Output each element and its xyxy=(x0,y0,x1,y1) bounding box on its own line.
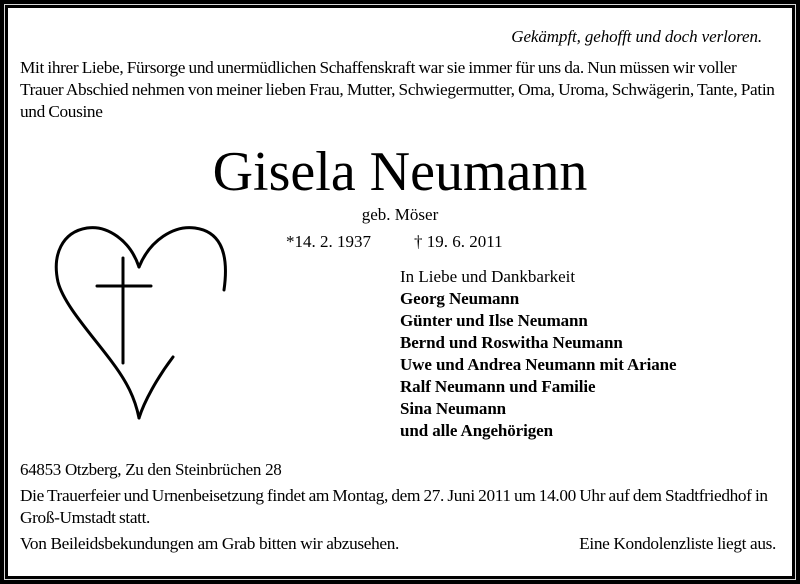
maiden-name: geb. Möser xyxy=(361,205,439,224)
family-member: Bernd und Roswitha Neumann xyxy=(400,333,623,352)
family-signature xyxy=(400,266,676,442)
thanks-line: In Liebe und Dankbarkeit xyxy=(400,267,576,286)
family-member: Uwe und Andrea Neumann mit Ariane xyxy=(400,355,677,374)
condolence-list-note: Eine Kondolenzliste liegt aus. xyxy=(579,534,776,553)
deceased-name: Gisela Neumann xyxy=(212,141,588,203)
motto: Gekämpft, gehofft und doch verloren. xyxy=(511,27,762,46)
family-member: Sina Neumann xyxy=(400,399,507,418)
address: 64853 Otzberg, Zu den Steinbrüchen 28 xyxy=(20,460,282,479)
ceremony-info: Die Trauerfeier und Urnenbeisetzung findet am Montag, dem 27. Juni 2011 um 14.00 Uhr auf dem Stadtfriedhof in Groß-Umstadt statt. xyxy=(20,486,768,527)
heart-with-cross-icon xyxy=(52,220,242,430)
intro-text: Mit ihrer Liebe, Fürsorge und unermüdlichen Schaffenskraft war sie immer für uns da. Nun müssen wir voller Trauer Abschied nehmen von meiner lieben Frau, Mutter, Schwiegermutter, Oma, Uroma, Schwägerin, Tante, Patin und Cousine xyxy=(20,58,775,121)
family-member: und alle Angehörigen xyxy=(400,421,553,440)
family-member: Georg Neumann xyxy=(400,289,520,308)
birth-date: *14. 2. 1937 xyxy=(286,232,371,251)
family-member: Ralf Neumann und Familie xyxy=(400,377,596,396)
death-date: † 19. 6. 2011 xyxy=(414,232,503,251)
obituary-notice xyxy=(8,8,792,576)
family-member: Günter und Ilse Neumann xyxy=(400,311,588,330)
condolence-note: Von Beileidsbekundungen am Grab bitten wir abzusehen. xyxy=(20,534,399,553)
